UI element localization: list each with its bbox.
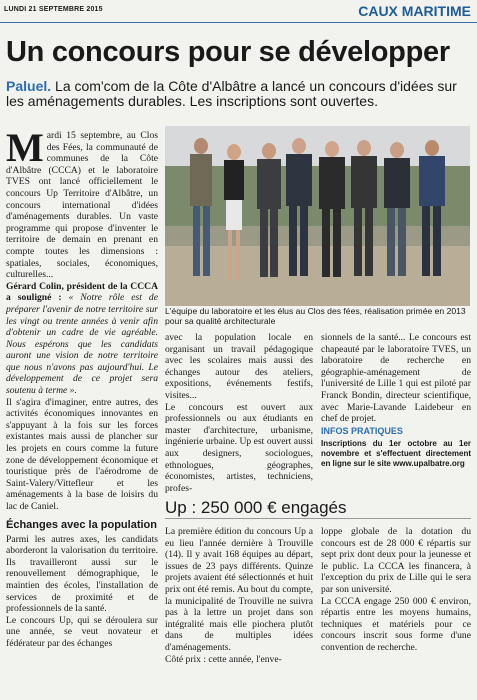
article-column-2: [165, 332, 313, 494]
section-title: CAUX MARITIME: [358, 3, 471, 19]
drop-cap: M: [6, 125, 44, 170]
box-headline: Up : 250 000 € engagés: [165, 498, 471, 519]
paragraph: Il s'agira d'imaginer, entre autres, des activités économiques innovantes en s'appuyant à la fois sur les forces existantes mais aussi de plancher sur les projets en cours comme la future zone de développement économique et touristique près de l'aérodrome de Saint-Valery/Vittefleur et les aménagements à la base de loisirs du lac de Caniel.: [6, 396, 158, 512]
info-text: Inscriptions du 1er octobre au 1er novembre et s'effectuent directement en ligne sur le site www.upalbatre.org: [321, 439, 471, 469]
paragraph: La première édition du concours Up a eu lieu l'année dernière à Trouville (14). Il y avait 168 équipes au départ, issues de 23 pays différents. Quinze projets avaient été sélectionnés et huit prix ont été remis. Au bout du compte, la municipalité de Trouville ne suivra pas à la lettre un projet dans son intégralité mais elle piochera plutôt dans de multiples idées d'aménagements.: [165, 526, 313, 653]
paragraph: Le concours est ouvert aux professionnels ou aux étudiants en master d'architecture, urbanisme, ingénierie urbaine. Up est ouvert aussi aux designers, sociologues, ethnologues, géographes, économistes, artistes, techniciens, profes-: [165, 401, 313, 494]
paragraph: avec la population locale en organisant un travail pédagogique avec les scolaires mais aussi des échanges autour des ateliers, expositions, événements festifs, visites...: [165, 332, 313, 401]
info-heading: INFOS PRATIQUES: [321, 425, 403, 436]
paragraph: Mardi 15 septembre, au Clos des Fées, la communauté de communes de la Côte d'Albâtre (CCCA) et le laboratoire TVES ont lancé officiellement le concours Up Territoire d'Albâtre, un concours international d'idées d'aménagements durables. Un vaste programme qui propose d'inventer le territoire de demain en prenant en compte toutes les dimensions : spatiales, sociales, économiques, culturelles...: [6, 125, 158, 281]
article-column-1: [6, 125, 158, 650]
paragraph: Côté prix : cette année, l'enve-: [165, 653, 282, 665]
article-column-3: [321, 332, 471, 469]
paragraph: Gérard Colin, président de la CCCA a souligné : « Notre rôle est de préparer l'avenir de notre territoire sur les vingt ou trente années à venir afin d'obtenir un cadre de vie agréable. Nous espérons que les candidats auront une vision de notre territoire que nous n'avons pas aujourd'hui. Le développement de ce projet sera soutenu à terme ».: [6, 280, 158, 397]
issue-date: LUNDI 21 SEPTEMBRE 2015: [4, 6, 103, 13]
headline: Un concours pour se développer: [6, 36, 450, 68]
standfirst-text: La com'com de la Côte d'Albâtre a lancé un concours d'idées sur les aménagements durables. Les inscriptions sont ouvertes.: [6, 78, 457, 109]
group-photo: [165, 126, 470, 306]
standfirst: [6, 79, 472, 109]
paragraph: Parmi les autres axes, les candidats aborderont la valorisation du territoire. Ils travailleront aussi sur le renouvellement démographique, le maintien des écoles, l'installation de services de proximité et de professionnels de la santé.: [6, 533, 158, 615]
photo-caption: L'équipe du laboratoire et les élus au Clos des fées, réalisation primée en 2013 pour sa qualité architecturale: [165, 306, 466, 326]
paragraph: loppe globale de la dotation du concours est de 28 000 € répartis sur sept prix dont deux pour la jeunesse et le public. La CCCA les financera, à l'exception du prix de Lille qui le sera par son université.: [321, 526, 471, 595]
box-column-1: [165, 526, 313, 665]
subheading: Échanges avec la population: [6, 518, 157, 531]
box-column-2: [321, 526, 471, 654]
location-label: Paluel.: [6, 78, 52, 94]
paragraph: La CCCA engage 250 000 € environ, répartis entre les moyens humains, techniques et matériels pour ce concours inscrit sous forme d'une convention de recherche.: [321, 595, 471, 653]
page-header: [0, 0, 477, 23]
paragraph: Le concours Up, qui se déroulera sur une année, se veut novateur et fédérateur par des échanges: [6, 614, 158, 649]
paragraph: sionnels de la santé... Le concours est chapeauté par le laboratoire TVES, un laboratoire de recherche en géographie-aménagement de l'université de Lille 1 qui est piloté par Franck Bondin, directeur scientifique, avec Marie-Lavande Laidebeur en chef de projet.: [321, 332, 471, 425]
